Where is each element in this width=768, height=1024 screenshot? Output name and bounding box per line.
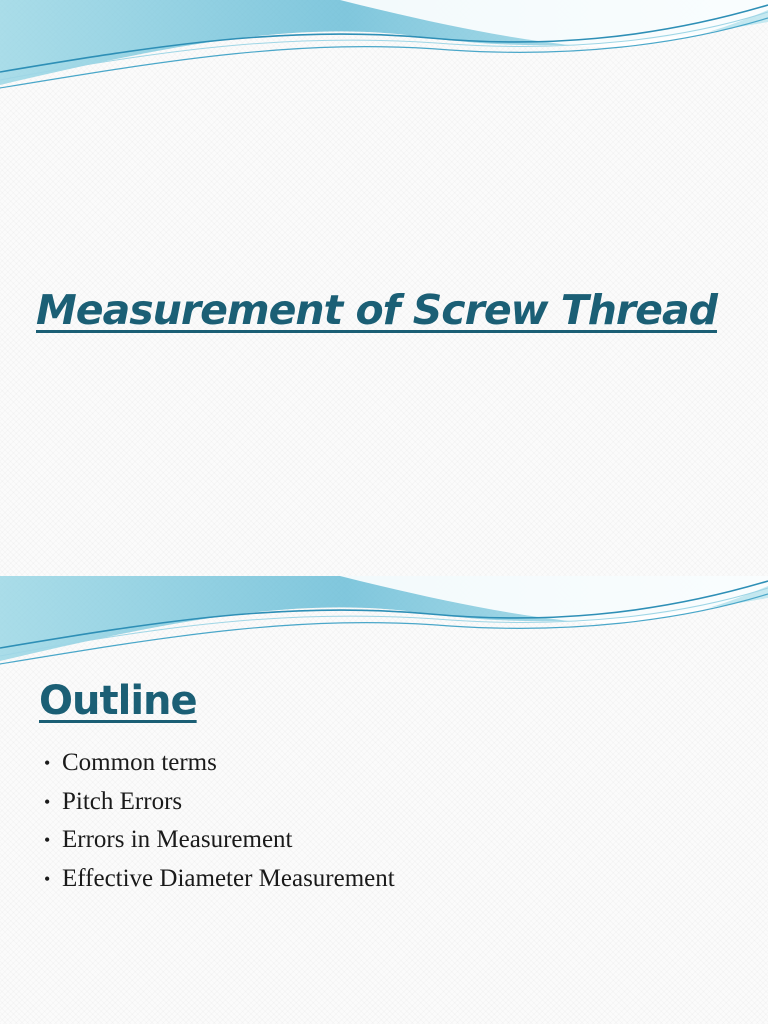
slide-outline bbox=[0, 576, 768, 1024]
list-item bbox=[44, 860, 395, 899]
list-item-text: Pitch Errors bbox=[62, 787, 183, 815]
bullet-icon: • bbox=[44, 868, 51, 889]
list-item-text: Common terms bbox=[62, 749, 217, 776]
outline-bullet-list bbox=[44, 744, 395, 898]
bullet-icon: • bbox=[44, 830, 51, 850]
bullet-icon: • bbox=[44, 753, 51, 773]
presentation-title: Measurement of Screw Thread bbox=[36, 286, 717, 334]
list-item bbox=[44, 821, 395, 860]
list-item-text: Errors in Measurement bbox=[62, 826, 293, 853]
bullet-icon: • bbox=[44, 791, 51, 812]
list-item bbox=[44, 744, 395, 783]
outline-heading: Outline bbox=[39, 678, 197, 724]
list-item-text: Effective Diameter Measurement bbox=[62, 864, 395, 892]
list-item bbox=[44, 783, 395, 822]
wave-banner-decoration bbox=[0, 576, 768, 676]
wave-banner-decoration bbox=[0, 0, 768, 100]
